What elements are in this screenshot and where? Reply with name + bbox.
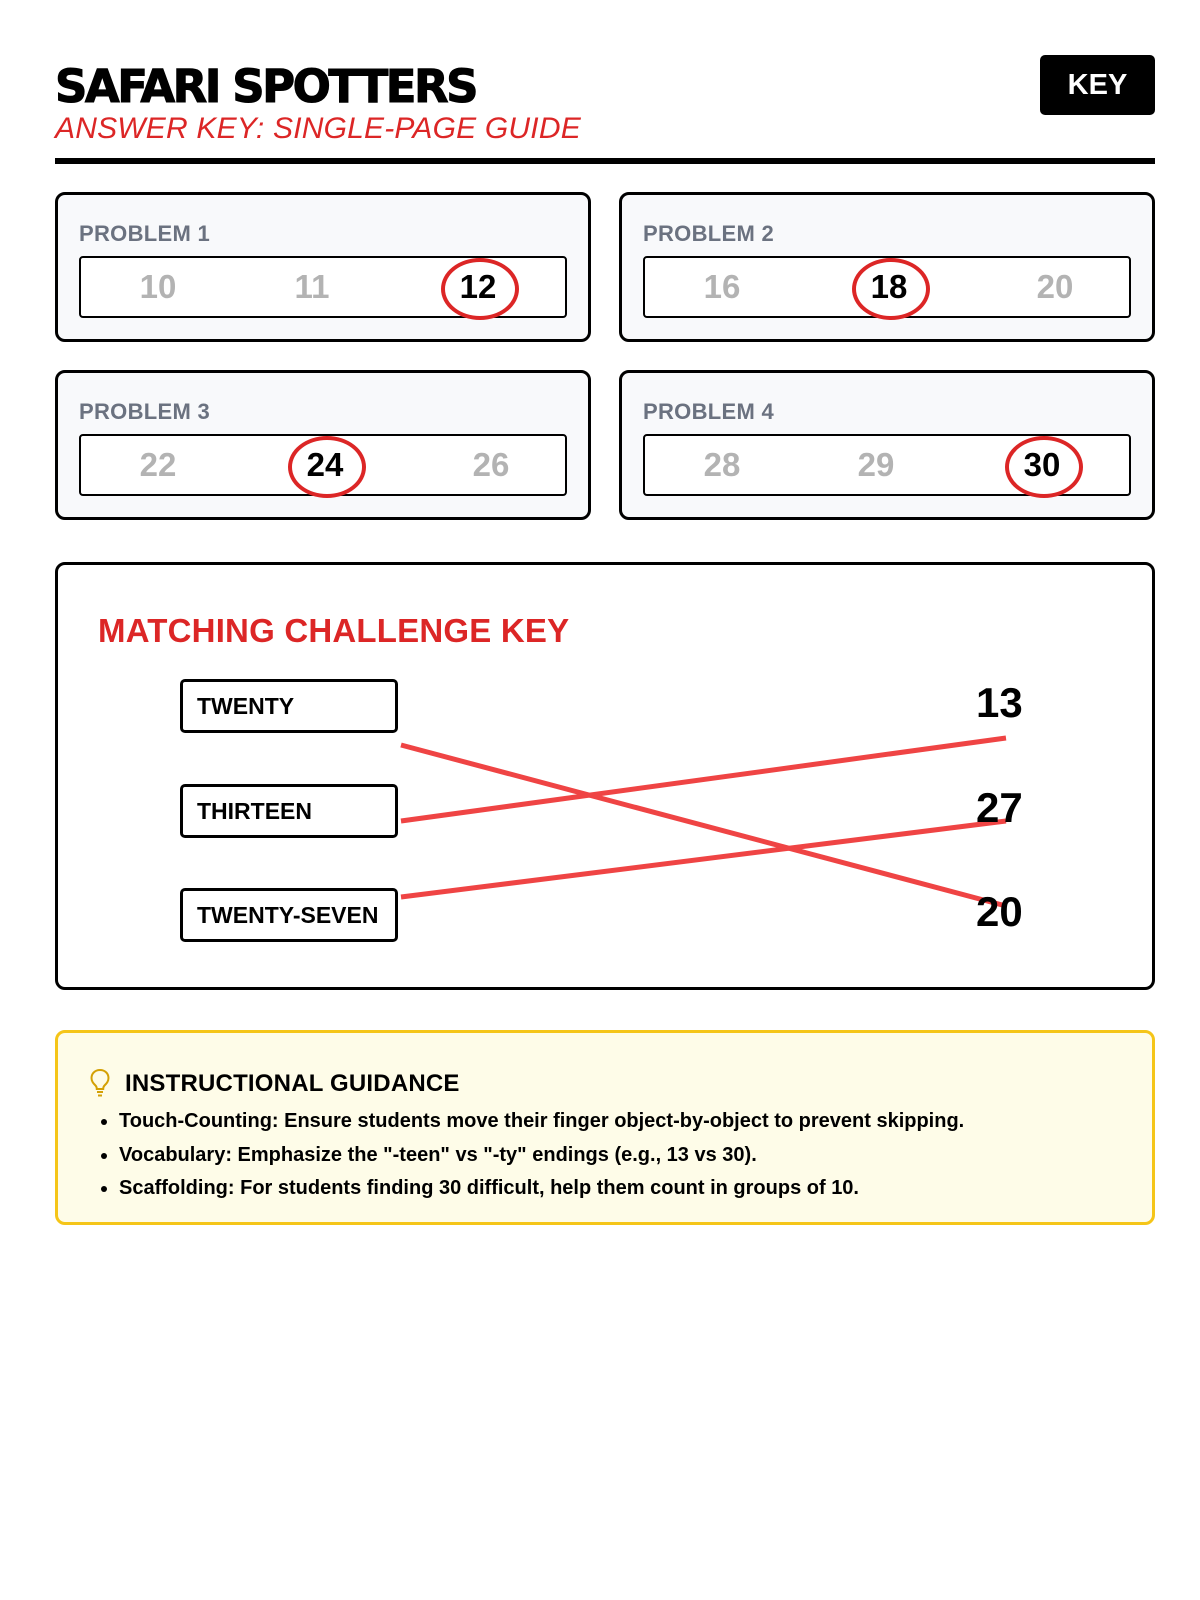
problem-card-3 — [55, 370, 591, 520]
problem-card-2 — [619, 192, 1155, 342]
answer-option[interactable]: 11 — [294, 268, 330, 305]
guidance-tip: • Vocabulary: Emphasize the "-teen" vs "-ty" endings (e.g., 13 vs 30). — [119, 1139, 964, 1173]
correct-answer-option[interactable]: 18 — [849, 258, 929, 316]
problem-label: PROBLEM 1 — [79, 221, 211, 246]
correct-answer-option[interactable]: 24 — [285, 436, 365, 494]
problem-label: PROBLEM 4 — [643, 399, 775, 424]
lightbulb-icon — [88, 1067, 112, 1099]
answer-option[interactable]: 26 — [472, 446, 510, 483]
problem-label: PROBLEM 3 — [79, 399, 211, 424]
answer-option[interactable]: 22 — [139, 446, 177, 483]
guidance-tip: • Scaffolding: For students finding 30 difficult, help them count in groups of 10. — [119, 1172, 964, 1206]
number-20[interactable]: 20 — [976, 888, 1023, 935]
word-box-thirteen[interactable]: THIRTEEN — [180, 784, 398, 838]
page-title: SAFARI SPOTTERS — [55, 60, 477, 113]
page-subtitle: ANSWER KEY: SINGLE-PAGE GUIDE — [55, 112, 581, 145]
matching-challenge — [55, 562, 1155, 990]
correct-answer-option[interactable]: 30 — [1002, 436, 1082, 494]
number-27[interactable]: 27 — [976, 784, 1023, 831]
matching-title: MATCHING CHALLENGE KEY — [98, 612, 570, 649]
key-badge: KEY — [1040, 55, 1155, 115]
answer-options — [79, 256, 567, 318]
correct-answer-option[interactable]: 12 — [438, 258, 518, 316]
word-box-twenty[interactable]: TWENTY — [180, 679, 398, 733]
word-box-twenty-seven[interactable]: TWENTY-SEVEN — [180, 888, 398, 942]
answer-options — [643, 434, 1131, 496]
instructional-guidance — [55, 1030, 1155, 1225]
match-line — [401, 738, 1006, 821]
guidance-tip: • Touch-Counting: Ensure students move their finger object-by-object to prevent skipping. — [119, 1105, 964, 1139]
answer-options — [643, 256, 1131, 318]
answer-option[interactable]: 10 — [139, 268, 177, 305]
match-line — [401, 745, 1006, 906]
problem-label: PROBLEM 2 — [643, 221, 775, 246]
answer-option[interactable]: 20 — [1036, 268, 1074, 305]
number-13[interactable]: 13 — [976, 679, 1023, 726]
guidance-title: INSTRUCTIONAL GUIDANCE — [125, 1070, 460, 1097]
answer-options — [79, 434, 567, 496]
answer-option[interactable]: 29 — [857, 446, 895, 483]
header-divider — [55, 158, 1155, 164]
answer-option[interactable]: 28 — [703, 446, 741, 483]
answer-option[interactable]: 16 — [703, 268, 741, 305]
problem-card-1 — [55, 192, 591, 342]
guidance-tips — [95, 1105, 964, 1206]
problem-card-4 — [619, 370, 1155, 520]
match-line — [401, 821, 1006, 897]
page-header — [55, 55, 1155, 165]
